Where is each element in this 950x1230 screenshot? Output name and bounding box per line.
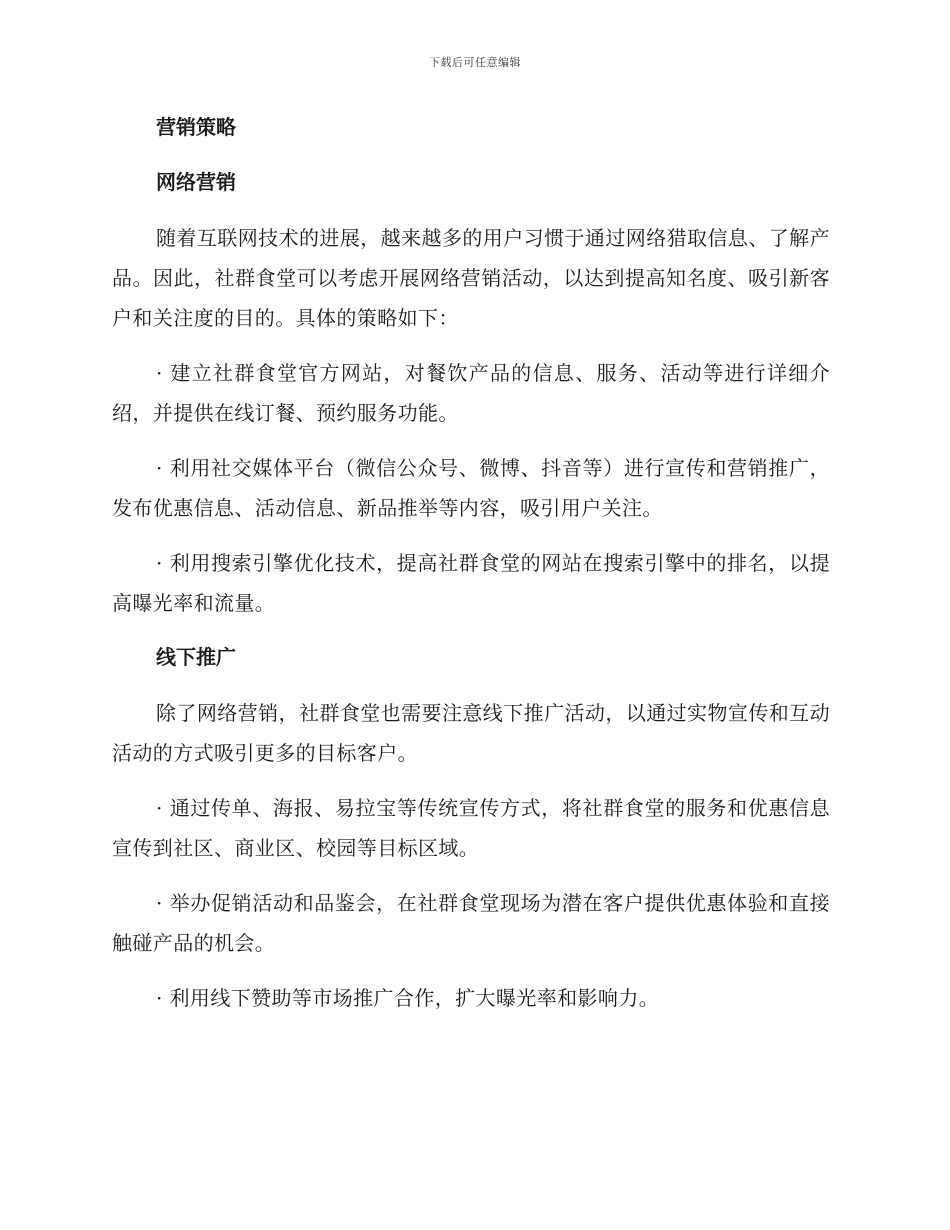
offline-promotion-heading: 线下推广 (156, 645, 236, 669)
document-body (112, 108, 830, 1033)
offline-bullet-tasting-event: · 举办促销活动和品鉴会，在社群食堂现场为潜在客户提供优惠体验和直接触碰产品的机会。 (112, 891, 830, 955)
offline-bullet-sponsorship: · 利用线下赞助等市场推广合作，扩大曝光率和影响力。 (156, 986, 660, 1010)
offline-promotion-intro: 除了网络营销，社群食堂也需要注意线下推广活动，以通过实物宣传和互动活动的方式吸引更多的目标客户。 (112, 701, 830, 765)
section-title: 营销策略 (156, 115, 236, 139)
online-bullet-social-media: · 利用社交媒体平台（微信公众号、微博、抖音等）进行宣传和营销推广，发布优惠信息、活动信息、新品推举等内容，吸引用户关注。 (112, 456, 830, 520)
online-marketing-heading: 网络营销 (156, 170, 236, 194)
offline-bullet-flyers: · 通过传单、海报、易拉宝等传统宣传方式，将社群食堂的服务和优惠信息宣传到社区、商业区、校园等目标区域。 (112, 796, 830, 860)
online-marketing-intro: 随着互联网技术的进展，越来越多的用户习惯于通过网络猎取信息、了解产品。因此，社群食堂可以考虑开展网络营销活动，以达到提高知名度、吸引新客户和关注度的目的。具体的策略如下： (112, 226, 830, 330)
online-bullet-website: · 建立社群食堂官方网站，对餐饮产品的信息、服务、活动等进行详细介绍，并提供在线订餐、预约服务功能。 (112, 361, 830, 425)
online-bullet-seo: · 利用搜索引擎优化技术，提高社群食堂的网站在搜索引擎中的排名，以提高曝光率和流量。 (112, 551, 830, 615)
page-header-note: 下载后可任意编辑 (429, 56, 521, 69)
